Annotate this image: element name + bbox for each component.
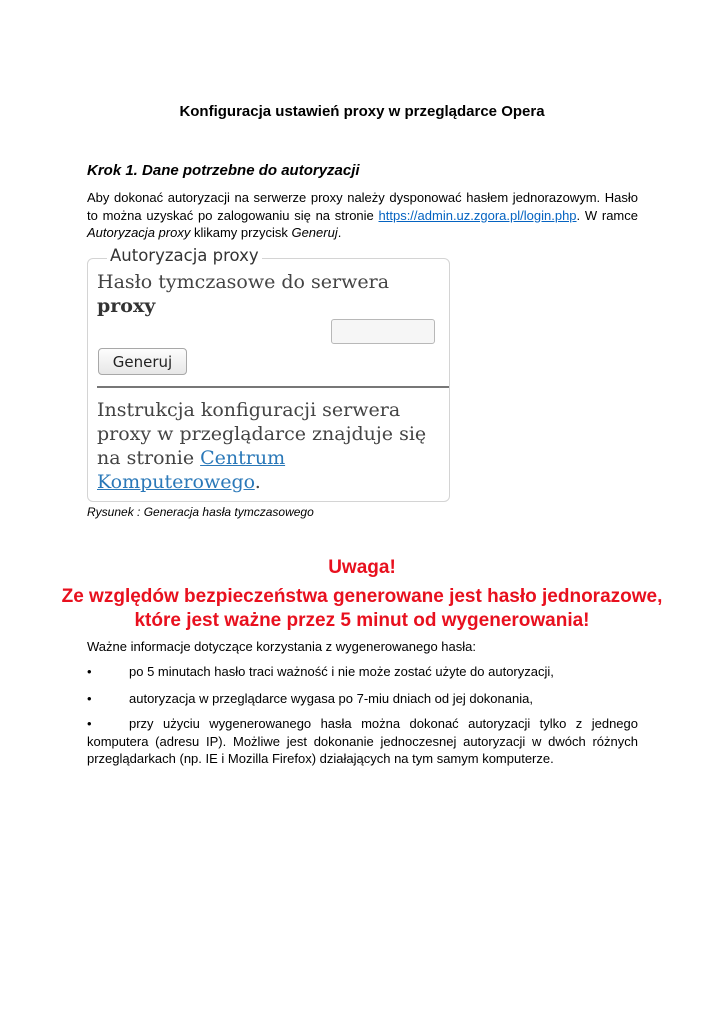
login-link[interactable]: https://admin.uz.zgora.pl/login.php xyxy=(378,207,577,223)
screenshot-heading xyxy=(97,270,437,318)
info-intro: Ważne informacje dotyczące korzystania z wygenerowanego hasła: xyxy=(87,639,476,654)
warning-text: Ze względów bezpieczeństwa generowane jest hasło jednorazowe, które jest ważne przez 5 minut od wygenerowania! xyxy=(61,586,663,631)
step1-text-a: Aby dokonać autoryzacji na serwerze proxy należy dysponować hasłem jednorazowym. Hasło to można uzyskać po zalogowaniu się na stronie xyxy=(87,190,638,223)
centrum-link[interactable]: Centrum Komputerowego xyxy=(97,447,286,493)
proxy-auth-screenshot xyxy=(87,246,450,502)
button-name: Generuj xyxy=(291,225,338,240)
bullet-icon: • xyxy=(87,664,92,679)
generate-button[interactable]: Generuj xyxy=(98,348,187,375)
list-item-text: przy użyciu wygenerowanego hasła można dokonać autoryzacji tylko z jednego komputera (adresu IP). Możliwe jest dokonanie jednoczesnej autoryzacji w dwóch różnych przeglądarkach (np. IE i Mozilla Firefox) działających na tym samym komputerze. xyxy=(87,716,638,766)
instr-end: . xyxy=(254,471,261,493)
instr-text: Instrukcja konfiguracji serwera proxy w przeglądarce znajduje się na stronie xyxy=(97,399,427,469)
step1-text-c: klikamy przycisk xyxy=(190,225,292,240)
step1-text-d: . xyxy=(337,225,342,240)
screenshot-heading-line1: Hasło tymczasowe do serwera xyxy=(97,271,390,293)
password-field[interactable] xyxy=(331,319,435,344)
list-item xyxy=(87,663,638,681)
list-item-text: autoryzacja w przeglądarce wygasa po 7-miu dniach od jej dokonania, xyxy=(129,691,533,706)
step1-paragraph xyxy=(87,189,638,242)
list-item xyxy=(87,690,638,708)
frame-name: Autoryzacja proxy xyxy=(87,225,191,240)
list-item xyxy=(87,715,638,768)
list-item-text: po 5 minutach hasło traci ważność i nie może zostać użyte do autoryzacji, xyxy=(129,664,554,679)
warning-title: Uwaga! xyxy=(328,557,396,578)
page-title: Konfiguracja ustawień proxy w przeglądarce Opera xyxy=(179,103,545,120)
step1-heading: Krok 1. Dane potrzebne do autoryzacji xyxy=(87,162,360,179)
screenshot-heading-line2: proxy xyxy=(97,295,156,317)
divider xyxy=(97,386,449,388)
bullet-icon: • xyxy=(87,691,92,706)
step1-text-b: . W ramce xyxy=(576,207,638,223)
figure-caption: Rysunek : Generacja hasła tymczasowego xyxy=(87,505,314,519)
instructions-text xyxy=(97,398,442,494)
fieldset-legend: Autoryzacja proxy xyxy=(107,246,262,265)
bullet-icon: • xyxy=(87,716,92,731)
